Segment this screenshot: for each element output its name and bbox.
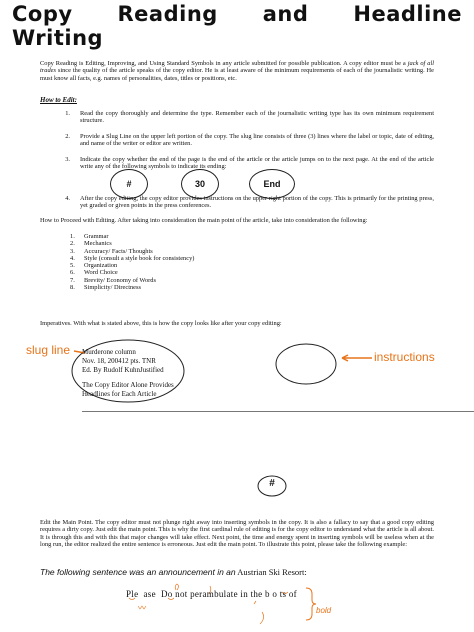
title-word: Reading	[117, 2, 218, 26]
list-label: Accuracy/ Facts/ Thoughts	[84, 247, 153, 255]
bold-annotation: bold	[316, 606, 332, 615]
title-line-2: Writing	[12, 26, 104, 50]
step-number: 4.	[65, 195, 70, 202]
list-label: Organization	[84, 262, 118, 270]
instructions-annotation: instructions	[374, 350, 435, 364]
list-label: Word Choice	[84, 269, 118, 277]
instructions-circle	[276, 344, 336, 384]
step-text: Provide a Slug Line on the upper left portion of the copy. The slug line consists of three (3) lines where the label or topic, date of editing, and name of the writer or editor are written.	[80, 133, 434, 148]
slug-line-3: Ed. By Rudolf KuhnJustified	[82, 366, 164, 374]
title-word: Copy	[12, 2, 73, 26]
announcement-line	[40, 567, 307, 577]
title-word: Headline	[353, 2, 462, 26]
list-number: 6.	[70, 269, 75, 277]
end-symbol-30: 30	[181, 169, 219, 199]
intro-italic: jack of all trades	[40, 60, 434, 75]
step-number: 2.	[65, 133, 70, 140]
announcement-plain: Austrian Ski Resort:	[235, 567, 307, 577]
proceed-paragraph: How to Proceed with Editing. After taking into consideration the main point of the article, take into consideration the following:	[40, 217, 368, 224]
slug-line-annotation: slug line	[26, 343, 71, 357]
step-number: 1.	[65, 110, 70, 117]
proofread-mark	[260, 612, 264, 624]
how-to-edit-heading: How to Edit:	[40, 96, 77, 104]
bold-brace-icon	[306, 588, 316, 620]
slug-line-1: Murderone column	[82, 348, 136, 356]
list-label: Grammar	[84, 233, 109, 240]
end-symbol-end: End	[249, 169, 295, 199]
slug-line-2: Nov. 18, 200412 pts. TNR	[82, 357, 156, 365]
list-number: 3.	[70, 247, 75, 255]
proofread-mark	[138, 606, 146, 609]
instructions-arrow-icon	[342, 355, 372, 361]
imperatives-paragraph: Imperatives. With what is stated above, this is how the copy looks like after your copy editing:	[40, 320, 282, 327]
example-sentence: Ple ase Do not perambulate in the b o ts of	[126, 589, 297, 599]
headline-line-1: The Copy Editor Alone Provides	[82, 381, 174, 389]
intro-text: since the quality of the article speaks of the copy editor. He is at least aware of the minimum requirements of each of the journalistic writing. He must know all facts, e.g. names of personalities, dates, titles or positions, etc.	[40, 67, 434, 82]
list-number: 7.	[70, 276, 75, 284]
list-label: Simplicity/ Directness	[84, 284, 141, 292]
copy-divider	[82, 411, 474, 412]
list-number: 8.	[70, 284, 75, 292]
list-number: 5.	[70, 262, 75, 270]
announcement-italic: The following sentence was an announcement in an	[40, 567, 236, 577]
proofread-mark	[254, 601, 256, 604]
title-word: and	[262, 2, 309, 26]
list-number: 4.	[70, 254, 75, 262]
end-mark-hash: #	[269, 478, 275, 489]
intro-text: Copy Reading is Editing, Improving, and Using Standard Symbols in any article submitted for possible publication. A copy editor must be a	[40, 60, 408, 67]
step-text: Indicate the copy whether the end of the page is the end of the article or the article jumps on to the next page. At the end of the article write any of the following symbols to indicate its ending:	[80, 156, 434, 171]
list-number: 2.	[70, 240, 75, 248]
sample-copy	[82, 348, 174, 399]
step-number: 3.	[65, 156, 70, 163]
list-number: 1.	[70, 233, 75, 240]
list-label: Mechanics	[84, 240, 112, 248]
headline-line-2: Headlines for Each Article	[82, 390, 157, 398]
main-point-paragraph: Edit the Main Point. The copy editor must not plunge right away into inserting symbols in the copy. It is also a fallacy to say that a good copy editing requires a dirty copy. Just edit the main point. This is why the first cardinal rule of editing is for the copy editor to understand what the article is all about. It is through this and with this that major changes will take effect. Next point, the time and energy spent in inserting symbols will be useless when at the long run, the editor realized the entire sentence is erroneous. Just edit the main point. To illustrate this point, please take the following example:	[40, 519, 434, 548]
list-label: Brevity/ Economy of Words	[84, 276, 156, 284]
step-text: Read the copy thoroughly and determine the type. Remember each of the journalistic writing type has its own minimum requirement structure.	[80, 110, 434, 125]
end-symbol-hash: #	[110, 169, 148, 199]
list-label: Style (consult a style book for consistency)	[84, 254, 195, 262]
step-text: After the copy editing, the copy editor provides instructions on the upper right portion of the copy. This is primarily for the printing press, yet graded or given points in the press conferences.	[80, 195, 434, 210]
